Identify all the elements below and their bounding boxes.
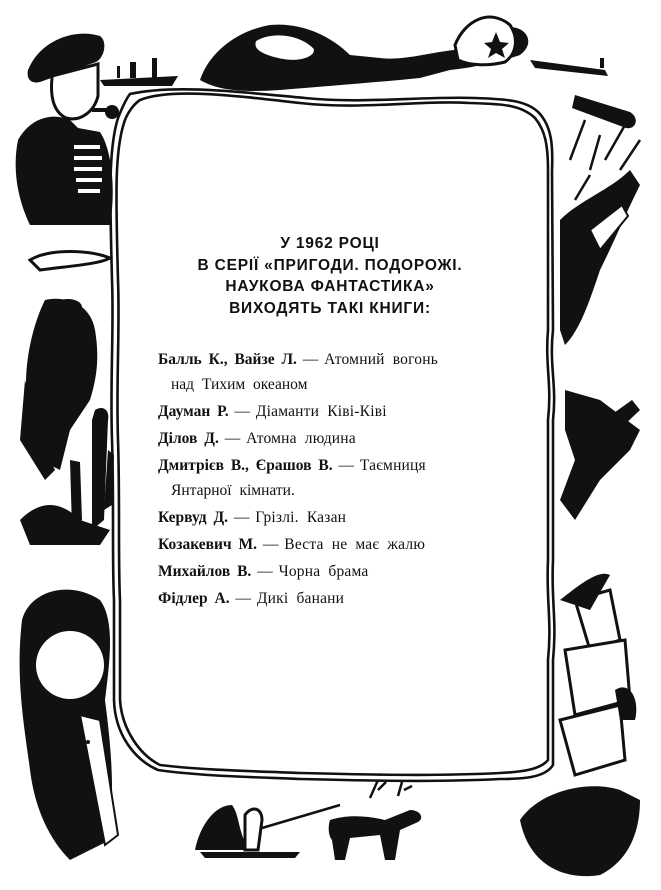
book-author: Балль К., Вайзе Л. <box>158 351 297 368</box>
book-author: Кервуд Д. <box>158 509 229 526</box>
book-entry <box>158 346 503 398</box>
rifle-icon <box>530 58 636 128</box>
helmet-with-star-icon <box>200 17 528 91</box>
book-entry <box>158 452 503 504</box>
book-author: Фідлер А. <box>158 590 230 607</box>
heading-line-year: У 1962 РОЦІ <box>280 235 380 252</box>
book-title: Атомна людина <box>246 430 356 447</box>
book-entry <box>158 558 503 585</box>
announcement-heading <box>150 233 510 319</box>
book-title: Діаманти Ківі-Ківі <box>255 403 387 420</box>
falling-airplane-icon <box>560 120 640 520</box>
rocket-icon <box>20 590 118 860</box>
book-title: Таємниця <box>359 457 426 474</box>
book-title: Чорна брама <box>278 563 369 580</box>
book-dash: — <box>302 351 319 368</box>
book-entry <box>158 425 503 452</box>
sailing-ship-icon <box>520 574 640 876</box>
book-dash: — <box>234 403 250 420</box>
book-dash: — <box>262 536 279 553</box>
book-title: Грізлі. Казан <box>255 509 347 526</box>
book-title: Атомний вогонь <box>324 351 439 368</box>
steamship-icon <box>100 58 178 86</box>
book-author: Козакевич М. <box>158 536 258 553</box>
book-entry <box>158 531 503 558</box>
heading-line-books: ВИХОДЯТЬ ТАКІ КНИГИ: <box>229 299 431 317</box>
heading-line-series: В СЕРІЇ «ПРИГОДИ. ПОДОРОЖІ. <box>197 256 463 274</box>
sailor-with-pipe-icon <box>16 34 119 225</box>
book-title: Веста не має жалю <box>284 536 426 553</box>
reindeer-sled-icon <box>195 780 421 860</box>
book-title: Дикі банани <box>256 590 345 607</box>
book-dash: — <box>233 509 250 526</box>
heading-line-series-cont: НАУКОВА ФАНТАСТИКА» <box>225 278 435 295</box>
book-author: Ділов Д. <box>158 430 219 447</box>
book-dash: — <box>224 430 241 447</box>
book-entry <box>158 504 503 531</box>
book-author: Дауман Р. <box>158 403 229 420</box>
book-title-continuation: Янтарної кімнати. <box>171 482 295 499</box>
book-author: Михайлов В. <box>158 563 252 580</box>
book-entry <box>158 585 503 612</box>
book-entry <box>158 398 503 425</box>
book-dash: — <box>257 563 273 580</box>
book-title-continuation: над Тихим океаном <box>171 376 308 393</box>
book-author: Дмитрієв В., Єрашов В. <box>158 457 333 474</box>
book-list <box>158 346 503 612</box>
book-dash: — <box>338 457 354 474</box>
book-dash: — <box>235 590 251 607</box>
